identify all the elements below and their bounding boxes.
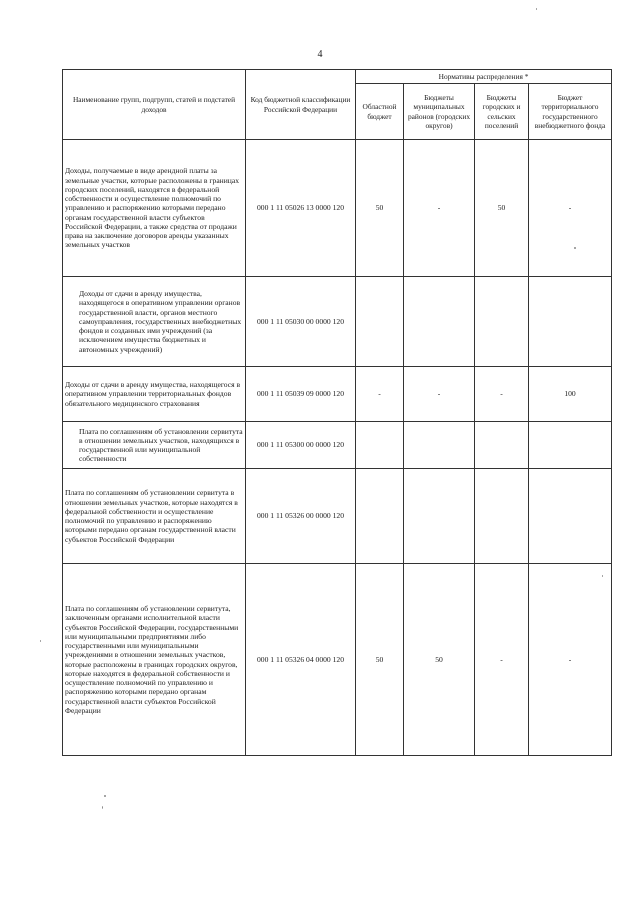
table-row — [63, 469, 612, 564]
table-row — [63, 367, 612, 422]
row-territorial-value — [529, 422, 612, 469]
row-code: 000 1 11 05026 13 0000 120 — [246, 140, 356, 277]
header-name-column: Наименование групп, подгрупп, статей и подстатей доходов — [63, 70, 246, 140]
table-row — [63, 422, 612, 469]
row-regional-value — [356, 469, 404, 564]
row-urban-rural-value — [475, 469, 529, 564]
row-municipal-value: - — [404, 140, 475, 277]
header-urban-rural-budgets: Бюджеты городских и сельских поселений — [475, 84, 529, 140]
row-municipal-value: - — [404, 367, 475, 422]
row-urban-rural-value — [475, 277, 529, 367]
row-territorial-value — [529, 277, 612, 367]
revenue-distribution-table — [62, 69, 612, 756]
header-municipal-budgets: Бюджеты муниципальных районов (городских округов) — [404, 84, 475, 140]
row-regional-value — [356, 277, 404, 367]
row-regional-value: - — [356, 367, 404, 422]
row-territorial-value — [529, 469, 612, 564]
row-territorial-value: - — [529, 564, 612, 756]
header-territorial-fund-budget: Бюджет территориального государственного внебюджетного фонда — [529, 84, 612, 140]
header-regional-budget: Областной бюджет — [356, 84, 404, 140]
page-number: 4 — [317, 49, 323, 60]
table-row — [63, 564, 612, 756]
row-name: Доходы от сдачи в аренду имущества, находящегося в оперативном управлении органов государственной власти, органов местного самоуправления, государственных внебюджетных фондов и созданных ими учреждений (за исключением имущества бюджетных и автономных учреждений) — [63, 277, 246, 367]
scan-speck — [104, 795, 106, 797]
row-territorial-value: 100 — [529, 367, 612, 422]
row-name: Доходы, получаемые в виде арендной платы за земельные участки, которые расположены в границах городских поселений, находятся в федеральной собственности и осуществление полномочий по управлению и распоряжению которыми передано органам государственной власти субъектов Российской Федерации, а также средства от продажи права на заключение договоров аренды указанных земельных участков — [63, 140, 246, 277]
row-urban-rural-value: 50 — [475, 140, 529, 277]
header-norms-group: Нормативы распределения * — [356, 70, 612, 84]
scan-speck — [40, 640, 41, 642]
row-municipal-value — [404, 277, 475, 367]
table-row — [63, 140, 612, 277]
scan-speck — [102, 806, 103, 809]
row-urban-rural-value: - — [475, 367, 529, 422]
row-regional-value — [356, 422, 404, 469]
row-code: 000 1 11 05039 09 0000 120 — [246, 367, 356, 422]
scan-speck — [536, 8, 537, 10]
row-municipal-value — [404, 469, 475, 564]
row-name: Доходы от сдачи в аренду имущества, находящегося в оперативном управлении территориальных фондов обязательного медицинского страхования — [63, 367, 246, 422]
scan-speck — [574, 247, 576, 249]
row-code: 000 1 11 05300 00 0000 120 — [246, 422, 356, 469]
row-name: Плата по соглашениям об установлении сервитута в отношении земельных участков, которые находятся в федеральной собственности и осуществление полномочий по управлению и распоряжению которыми передано органам государственной власти субъектов Российской Федерации — [63, 469, 246, 564]
row-municipal-value: 50 — [404, 564, 475, 756]
row-territorial-value: - — [529, 140, 612, 277]
row-regional-value: 50 — [356, 564, 404, 756]
row-name: Плата по соглашениям об установлении сервитута, заключенным органами исполнительной власти субъектов Российской Федерации, государственными или муниципальными предприятиями либо государственными или муниципальными учреждениями в отношении земельных участков, которые расположены в границах городских округов, которые находятся в федеральной собственности и осуществление полномочий по управлению и распоряжению которыми передано органам государственной власти субъектов Российской Федерации — [63, 564, 246, 756]
row-name: Плата по соглашениям об установлении сервитута в отношении земельных участков, находящихся в государственной или муниципальной собственности — [63, 422, 246, 469]
row-regional-value: 50 — [356, 140, 404, 277]
row-urban-rural-value — [475, 422, 529, 469]
row-code: 000 1 11 05030 00 0000 120 — [246, 277, 356, 367]
row-code: 000 1 11 05326 00 0000 120 — [246, 469, 356, 564]
row-urban-rural-value: - — [475, 564, 529, 756]
header-code-column: Код бюджетной классификации Российской Федерации — [246, 70, 356, 140]
row-code: 000 1 11 05326 04 0000 120 — [246, 564, 356, 756]
table-row — [63, 277, 612, 367]
scan-speck — [602, 575, 603, 577]
row-municipal-value — [404, 422, 475, 469]
